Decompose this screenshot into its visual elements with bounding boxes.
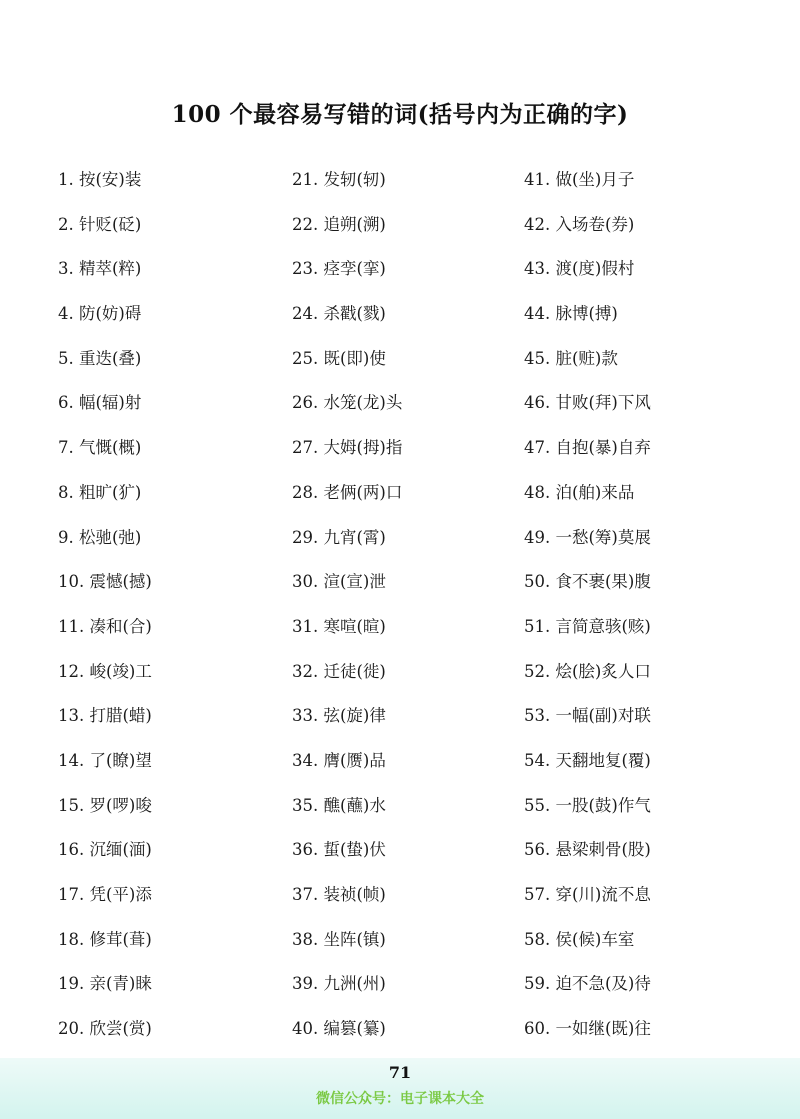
word-item: 40. 编篡(纂) [292, 1019, 386, 1039]
word-item: 34. 膺(赝)品 [292, 750, 386, 770]
word-item: 32. 迁徒(徙) [292, 661, 386, 681]
word-item: 52. 烩(脍)炙人口 [524, 661, 651, 681]
word-item: 22. 追朔(溯) [292, 214, 386, 234]
word-item: 39. 九洲(州) [292, 974, 386, 994]
word-item: 17. 凭(平)添 [58, 885, 152, 904]
word-item: 49. 一愁(筹)莫展 [524, 527, 651, 547]
word-item: 28. 老俩(两)口 [292, 482, 403, 502]
word-item: 55. 一股(鼓)作气 [524, 795, 651, 815]
word-item: 18. 修茸(葺) [58, 929, 152, 949]
word-item: 36. 蜇(蛰)伏 [292, 840, 386, 860]
page-number: 71 [388, 1063, 412, 1082]
word-item: 16. 沉缅(湎) [58, 840, 152, 860]
word-item: 60. 一如继(既)往 [524, 1019, 651, 1039]
word-item: 6. 幅(辐)射 [58, 393, 142, 413]
word-item: 5. 重迭(叠) [58, 348, 142, 368]
word-item: 2. 针贬(砭) [58, 214, 142, 234]
word-item: 4. 防(妨)碍 [58, 304, 142, 324]
word-item: 37. 装祯(帧) [292, 885, 386, 904]
word-item: 54. 天翻地复(覆) [524, 750, 651, 770]
word-item: 13. 打腊(蜡) [58, 706, 152, 726]
word-item: 27. 大姆(拇)指 [292, 438, 403, 458]
word-item: 48. 泊(舶)来品 [524, 482, 635, 502]
word-item: 10. 震憾(撼) [58, 572, 152, 592]
word-item: 42. 入场卷(券) [524, 214, 635, 234]
word-item: 12. 峻(竣)工 [58, 661, 152, 681]
word-item: 26. 水笼(龙)头 [292, 393, 403, 413]
word-column-1 [58, 166, 298, 1060]
word-item: 44. 脉博(搏) [524, 304, 618, 324]
word-item: 7. 气慨(概) [58, 438, 142, 458]
word-item: 43. 渡(度)假村 [524, 259, 635, 279]
word-item: 25. 既(即)使 [292, 348, 386, 368]
page-title: 100 个最容易写错的词(括号内为正确的字) [171, 101, 629, 128]
word-item: 24. 杀戳(戮) [292, 304, 386, 324]
word-item: 23. 痉孪(挛) [292, 259, 386, 279]
word-item: 51. 言简意骇(赅) [524, 616, 651, 636]
word-item: 59. 迫不急(及)待 [524, 974, 651, 994]
word-item: 38. 坐阵(镇) [292, 929, 386, 949]
word-item: 47. 自抱(暴)自弃 [524, 438, 651, 458]
word-item: 11. 凑和(合) [58, 616, 152, 636]
word-item: 8. 粗旷(犷) [58, 482, 142, 502]
word-column-3 [524, 166, 764, 1060]
word-item: 1. 按(安)装 [58, 170, 142, 189]
word-item: 3. 精萃(粹) [58, 259, 142, 279]
word-item: 31. 寒喧(暄) [292, 616, 386, 636]
word-item: 20. 欣尝(赏) [58, 1019, 152, 1039]
word-item: 30. 渲(宣)泄 [292, 572, 386, 592]
word-item: 9. 松驰(弛) [58, 527, 142, 547]
word-item: 33. 弦(旋)律 [292, 706, 386, 726]
word-item: 56. 悬梁刺骨(股) [524, 840, 651, 860]
word-item: 58. 侯(候)车室 [524, 929, 635, 949]
word-item: 45. 脏(赃)款 [524, 348, 618, 368]
word-item: 35. 醮(蘸)水 [292, 795, 386, 815]
word-item: 57. 穿(川)流不息 [524, 885, 651, 904]
word-item: 15. 罗(啰)唆 [58, 795, 152, 815]
word-column-2 [292, 166, 532, 1060]
word-item: 14. 了(瞭)望 [58, 750, 152, 770]
word-item: 21. 发轫(轫) [292, 170, 386, 189]
wechat-account-label: 微信公众号：电子课本大全 [316, 1091, 484, 1107]
word-item: 41. 做(坐)月子 [524, 170, 635, 189]
word-item: 46. 甘败(拜)下风 [524, 393, 651, 413]
word-item: 53. 一幅(副)对联 [524, 706, 651, 726]
word-item: 50. 食不裹(果)腹 [524, 572, 651, 592]
word-item: 19. 亲(青)睐 [58, 974, 152, 994]
word-item: 29. 九宵(霄) [292, 527, 386, 547]
